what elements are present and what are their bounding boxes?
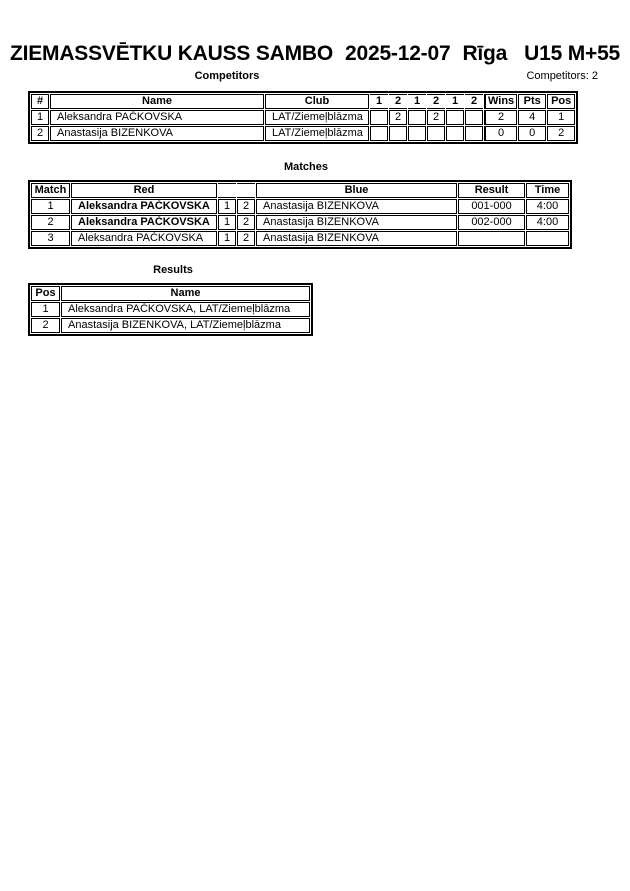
competitor-name: Aleksandra PAČKOVSKA	[50, 110, 264, 125]
title-date: 2025-12-07	[345, 42, 451, 65]
match-result: 001-000	[458, 199, 525, 214]
competitor-pts: 0	[518, 126, 546, 141]
match-red-name: Aleksandra PAČKOVSKA	[71, 231, 217, 246]
results-header-row	[31, 286, 310, 301]
matches-header-time: Time	[526, 183, 569, 198]
competitor-wins: 0	[484, 126, 517, 141]
competitor-match-cell	[446, 110, 464, 125]
results-table	[28, 283, 313, 336]
match-red-num: 1	[218, 215, 236, 230]
match-red-name: Aleksandra PAČKOVSKA	[71, 199, 217, 214]
results-header-name: Name	[61, 286, 310, 301]
match-red-num: 1	[218, 199, 236, 214]
competitor-match-cell	[446, 126, 464, 141]
competitor-wins: 2	[484, 110, 517, 125]
results-header-pos: Pos	[31, 286, 60, 301]
competitor-match-cell	[408, 126, 426, 141]
match-blue-num: 2	[237, 199, 255, 214]
competitor-row	[31, 126, 575, 141]
match-row	[31, 231, 569, 246]
competitor-club: LAT/Ziemeļblāzma	[265, 126, 369, 141]
title-category: U15 M+55	[524, 42, 621, 65]
competitors-header-m3: 1	[408, 94, 426, 109]
competitors-header-name: Name	[50, 94, 264, 109]
match-result: 002-000	[458, 215, 525, 230]
match-blue-name: Anastasija BIZENKOVA	[256, 215, 457, 230]
competitors-header-m2: 2	[389, 94, 407, 109]
competitor-match-cell	[389, 126, 407, 141]
match-red-num: 1	[218, 231, 236, 246]
competitor-match-cell	[408, 110, 426, 125]
match-time	[526, 231, 569, 246]
matches-header-red-num	[218, 183, 236, 198]
match-blue-name: Anastasija BIZENKOVA	[256, 231, 457, 246]
competitor-row	[31, 110, 575, 125]
match-red-name: Aleksandra PAČKOVSKA	[71, 215, 217, 230]
competitor-num: 2	[31, 126, 49, 141]
competitors-header-pos: Pos	[547, 94, 575, 109]
matches-header-blue-num	[237, 183, 255, 198]
competitors-section-label: Competitors	[194, 70, 260, 82]
match-result	[458, 231, 525, 246]
matches-header-red: Red	[71, 183, 217, 198]
page-title	[0, 42, 630, 66]
result-name: Anastasija BIZENKOVA, LAT/Ziemeļblāzma	[61, 318, 310, 333]
competitor-match-cell	[427, 126, 445, 141]
competitor-num: 1	[31, 110, 49, 125]
competitor-pts: 4	[518, 110, 546, 125]
competitors-header-m6: 2	[465, 94, 483, 109]
match-number: 2	[31, 215, 70, 230]
competitor-match-cell	[465, 126, 483, 141]
match-number: 3	[31, 231, 70, 246]
result-name: Aleksandra PAČKOVSKA, LAT/Ziemeļblāzma	[61, 302, 310, 317]
match-row	[31, 215, 569, 230]
matches-table	[28, 180, 572, 249]
competitor-club: LAT/Ziemeļblāzma	[265, 110, 369, 125]
match-number: 1	[31, 199, 70, 214]
competitors-count: Competitors: 2	[526, 70, 598, 82]
competitor-match-cell	[465, 110, 483, 125]
match-time: 4:00	[526, 215, 569, 230]
result-pos: 1	[31, 302, 60, 317]
competitor-match-cell: 2	[427, 110, 445, 125]
competitors-header-m1: 1	[370, 94, 388, 109]
competitor-pos: 2	[547, 126, 575, 141]
competitors-header-num: #	[31, 94, 49, 109]
matches-header-match: Match	[31, 183, 70, 198]
match-blue-num: 2	[237, 215, 255, 230]
competitor-match-cell	[370, 110, 388, 125]
competitor-match-cell	[370, 126, 388, 141]
competitors-header-m5: 1	[446, 94, 464, 109]
result-row	[31, 302, 310, 317]
result-pos: 2	[31, 318, 60, 333]
results-section-label: Results	[153, 264, 193, 276]
competitors-table	[28, 91, 578, 144]
result-row	[31, 318, 310, 333]
match-blue-name: Anastasija BIZENKOVA	[256, 199, 457, 214]
competitors-header-wins: Wins	[484, 94, 517, 109]
competitors-header-row	[31, 94, 575, 109]
competitor-match-cell: 2	[389, 110, 407, 125]
competitor-pos: 1	[547, 110, 575, 125]
matches-header-row	[31, 183, 569, 198]
competitors-header-pts: Pts	[518, 94, 546, 109]
matches-section-label: Matches	[283, 161, 329, 173]
match-blue-num: 2	[237, 231, 255, 246]
matches-header-blue: Blue	[256, 183, 457, 198]
match-row	[31, 199, 569, 214]
title-city: Rīga	[462, 42, 508, 65]
competitors-header-m4: 2	[427, 94, 445, 109]
competitor-name: Anastasija BIZENKOVA	[50, 126, 264, 141]
competitors-header-club: Club	[265, 94, 369, 109]
match-time: 4:00	[526, 199, 569, 214]
matches-header-result: Result	[458, 183, 525, 198]
title-event: ZIEMASSVĒTKU KAUSS SAMBO	[9, 42, 334, 65]
